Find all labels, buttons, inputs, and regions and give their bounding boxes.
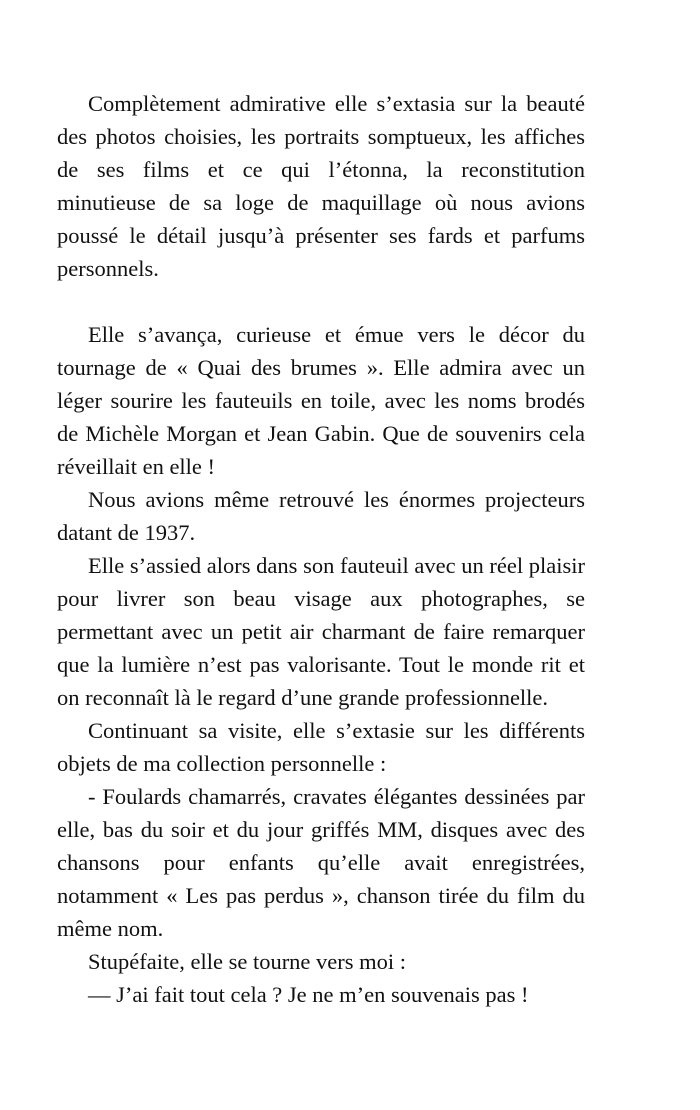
paragraph-projecteurs: Nous avions même retrouvé les énormes projecteurs datant de 1937. xyxy=(57,487,585,545)
paragraph-visite: Continuant sa visite, elle s’extasie sur les différents objets de ma collection personnelle : xyxy=(57,718,585,776)
paragraph-quai-des-brumes: Elle s’avança, curieuse et émue vers le décor du tournage de « Quai des brumes ». Elle admira avec un léger sourire les fauteuils en toile, avec les noms brodés de Michèle Morgan et Jean Gabin. Que de souvenirs cela réveillait en elle ! xyxy=(57,322,585,479)
paragraph-stupefaite: Stupéfaite, elle se tourne vers moi : xyxy=(88,949,407,974)
paragraph-dialogue: — J’ai fait tout cela ? Je ne m’en souvenais pas ! xyxy=(88,982,529,1007)
paragraph-fauteuil: Elle s’assied alors dans son fauteuil avec un réel plaisir pour livrer son beau visage aux photographes, se permettant avec un petit air charmant de faire remarquer que la lumière n’est pas valorisante. Tout le monde rit et on reconnaît là le regard d’une grande professionnelle. xyxy=(57,553,585,710)
paragraph-admiration: Complètement admirative elle s’extasia sur la beauté des photos choisies, les portraits somptueux, les affiches de ses films et ce qui l’étonna, la reconstitution minutieuse de sa loge de maquillage où nous avions poussé le détail jusqu’à présenter ses fards et parfums personnels. xyxy=(57,91,585,281)
paragraph-collection-list: - Foulards chamarrés, cravates élégantes dessinées par elle, bas du soir et du jour griffés MM, disques avec des chansons pour enfants qu’elle avait enregistrées, notamment « Les pas perdus », chanson tirée du film du même nom. xyxy=(57,784,585,941)
document-page xyxy=(57,87,585,1011)
